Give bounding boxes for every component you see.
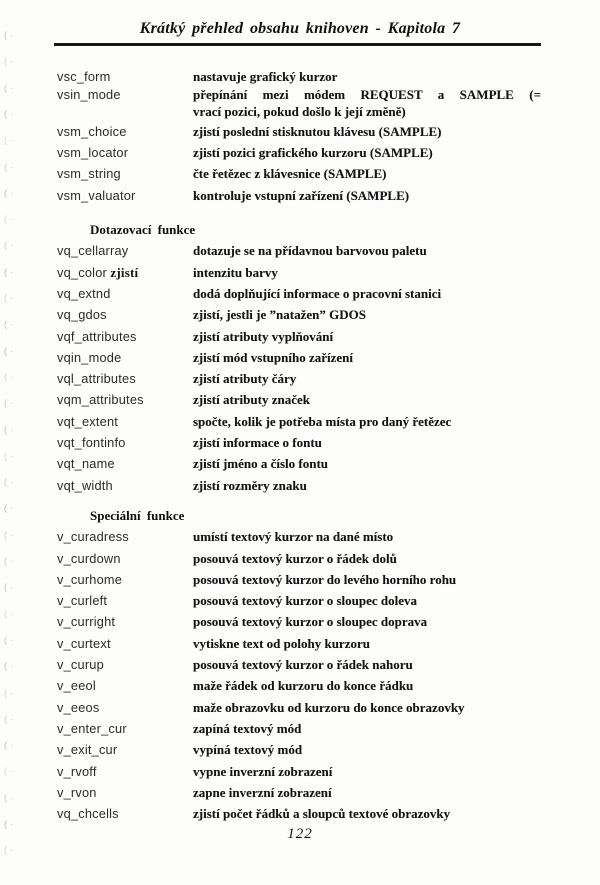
function-row — [57, 718, 541, 739]
binding-mark: (· — [4, 82, 16, 93]
binding-mark: (· — [4, 740, 16, 751]
function-name: vq_extnd — [57, 285, 111, 301]
binding-mark: (· — [4, 345, 16, 356]
binding-mark: (· — [4, 477, 16, 488]
function-row — [57, 590, 541, 611]
function-name: vq_color zjistí — [57, 264, 139, 280]
function-description: dotazuje se na přídavnou barvovou paletu — [193, 243, 427, 259]
function-list — [57, 66, 541, 824]
function-description: čte řetězec z klávesnice (SAMPLE) — [193, 166, 387, 182]
function-description: posouvá textový kurzor o řádek nahoru — [193, 657, 413, 673]
binding-mark: (· — [4, 56, 16, 67]
function-description: intenzitu barvy — [193, 264, 278, 280]
header-rule — [54, 43, 541, 46]
function-name: vqt_fontinfo — [57, 435, 126, 451]
binding-mark: (· — [4, 293, 16, 303]
binding-mark: (· — [4, 161, 16, 172]
function-name: vq_gdos — [57, 307, 107, 323]
function-description: umístí textový kurzor na dané místo — [193, 529, 394, 545]
function-description: zjistí, jestli je ”natažen” GDOS — [193, 307, 366, 323]
function-row — [57, 453, 541, 474]
function-description: zapíná textový mód — [193, 720, 302, 736]
function-name: vqt_width — [57, 477, 113, 493]
function-row — [57, 782, 541, 803]
function-name: v_curup — [57, 657, 104, 673]
function-row — [57, 633, 541, 654]
function-description: nastavuje grafický kurzor — [193, 69, 338, 84]
binding-mark: (· — [4, 108, 16, 119]
function-name: vq_chcells — [57, 806, 119, 822]
binding-mark: (· — [4, 266, 16, 277]
binding-mark: (· — [4, 661, 16, 672]
function-description: zjistí pozici grafického kurzoru (SAMPLE) — [193, 145, 433, 161]
binding-mark: (· — [4, 634, 16, 645]
function-row — [57, 304, 541, 325]
function-row — [57, 526, 541, 547]
binding-mark: (· — [4, 766, 16, 777]
function-row — [57, 697, 541, 718]
function-row — [57, 569, 541, 590]
function-row — [57, 66, 541, 87]
function-name: vqf_attributes — [57, 328, 137, 344]
function-name: v_curhome — [57, 571, 123, 587]
function-description: přepínání mezi módem REQUEST a SAMPLE (= vrací pozici, pokud došlo k její změně) — [193, 87, 541, 120]
function-row — [57, 803, 541, 824]
binding-mark: (· — [4, 214, 16, 225]
function-name: v_exit_cur — [57, 742, 118, 758]
binding-mark: (· — [4, 371, 16, 382]
function-description: dodá doplňující informace o pracovní stanici — [193, 285, 442, 301]
function-description: posouvá textový kurzor o sloupec doleva — [193, 593, 418, 609]
binding-mark: (· — [4, 845, 16, 856]
function-name: v_curright — [57, 614, 116, 630]
function-name: vsc_form — [57, 69, 111, 84]
binding-mark: (· — [4, 582, 16, 593]
function-name: v_curdown — [57, 550, 121, 566]
function-name: v_rvon — [57, 784, 97, 800]
function-name: v_rvoff — [57, 763, 97, 779]
function-description: zjistí rozměry znaku — [193, 477, 307, 493]
function-row — [57, 368, 541, 389]
function-name: vqt_extent — [57, 413, 119, 429]
function-row — [57, 432, 541, 453]
function-description: zjistí počet řádků a sloupců textové obrazovky — [193, 806, 451, 822]
function-row — [57, 121, 541, 142]
function-description: zjistí atributy čáry — [193, 371, 297, 387]
function-description: zjistí mód vstupního zařízení — [193, 349, 353, 365]
binding-mark: (· — [4, 450, 16, 461]
function-row — [57, 411, 541, 432]
function-description: zapne inverzní zobrazení — [193, 784, 332, 800]
function-description: zjistí atributy vyplňování — [193, 328, 334, 344]
function-description: maže řádek od kurzoru do konce řádku — [193, 678, 414, 694]
function-name: vsm_valuator — [57, 187, 136, 203]
function-row — [57, 475, 541, 496]
function-description: spočte, kolik je potřeba místa pro daný řetězec — [193, 413, 452, 429]
binding-mark: (· — [4, 30, 16, 40]
binding-mark: (· — [4, 187, 16, 198]
function-row — [57, 548, 541, 569]
function-name: vsin_mode — [57, 87, 121, 103]
function-description: vypíná textový mód — [193, 742, 303, 758]
binding-mark: (· — [4, 319, 16, 330]
page-header-title: Krátký přehled obsahu knihoven - Kapitola 7 — [139, 20, 461, 37]
function-row — [57, 283, 541, 304]
function-row — [57, 611, 541, 632]
function-name: v_curtext — [57, 635, 111, 651]
function-row — [57, 87, 541, 121]
binding-mark: (· — [4, 135, 16, 146]
binding-mark: (· — [4, 687, 16, 698]
function-row — [57, 739, 541, 760]
binding-mark: (· — [4, 503, 16, 514]
function-description: posouvá textový kurzor do levého horního rohu — [193, 571, 457, 587]
binding-mark: (· — [4, 398, 16, 409]
function-name: vqt_name — [57, 456, 115, 472]
function-name: vsm_locator — [57, 145, 129, 161]
function-row — [57, 163, 541, 184]
binding-mark: (· — [4, 556, 16, 566]
function-name: vsm_choice — [57, 123, 127, 139]
function-name: vqin_mode — [57, 349, 122, 365]
function-row — [57, 142, 541, 163]
binding-mark: (· — [4, 424, 16, 435]
binding-mark: (· — [4, 819, 16, 829]
function-row — [57, 347, 541, 368]
binding-mark: (· — [4, 240, 16, 251]
function-row — [57, 389, 541, 410]
function-description: zjistí informace o fontu — [193, 435, 322, 451]
function-name-suffix: zjistí — [106, 264, 139, 280]
function-row — [57, 262, 541, 283]
function-name: v_enter_cur — [57, 720, 127, 736]
binding-mark: (· — [4, 713, 16, 724]
section-header: Speciální funkce — [90, 507, 185, 523]
function-description: maže obrazovku od kurzoru do konce obrazovky — [193, 699, 465, 715]
function-name: vql_attributes — [57, 371, 136, 387]
section-header: Dotazovací funkce — [90, 222, 196, 238]
function-description: posouvá textový kurzor o řádek dolů — [193, 550, 397, 566]
function-name: v_curleft — [57, 593, 108, 609]
function-description: zjistí atributy značek — [193, 392, 310, 408]
function-description: vytiskne text od polohy kurzoru — [193, 635, 370, 651]
function-description: posouvá textový kurzor o sloupec doprava — [193, 614, 428, 630]
function-description: zjistí poslední stisknutou klávesu (SAMPLE) — [193, 123, 442, 139]
binding-mark: (· — [4, 792, 16, 803]
function-description: kontroluje vstupní zařízení (SAMPLE) — [193, 187, 410, 203]
function-description: zjistí jméno a číslo fontu — [193, 456, 329, 472]
function-row — [57, 240, 541, 261]
function-row — [57, 654, 541, 675]
function-description: vypne inverzní zobrazení — [193, 763, 333, 779]
function-row — [57, 675, 541, 696]
page-number: 122 — [287, 826, 313, 842]
function-row — [57, 185, 541, 206]
function-name: v_curadress — [57, 529, 129, 545]
function-name: vqm_attributes — [57, 392, 144, 408]
function-name: vq_cellarray — [57, 243, 129, 259]
binding-mark: (· — [4, 608, 16, 619]
function-name: v_eeol — [57, 678, 96, 694]
function-row — [57, 761, 541, 782]
function-name: vsm_string — [57, 166, 121, 182]
function-row — [57, 326, 541, 347]
function-name: v_eeos — [57, 699, 100, 715]
binding-mark: (· — [4, 529, 16, 540]
